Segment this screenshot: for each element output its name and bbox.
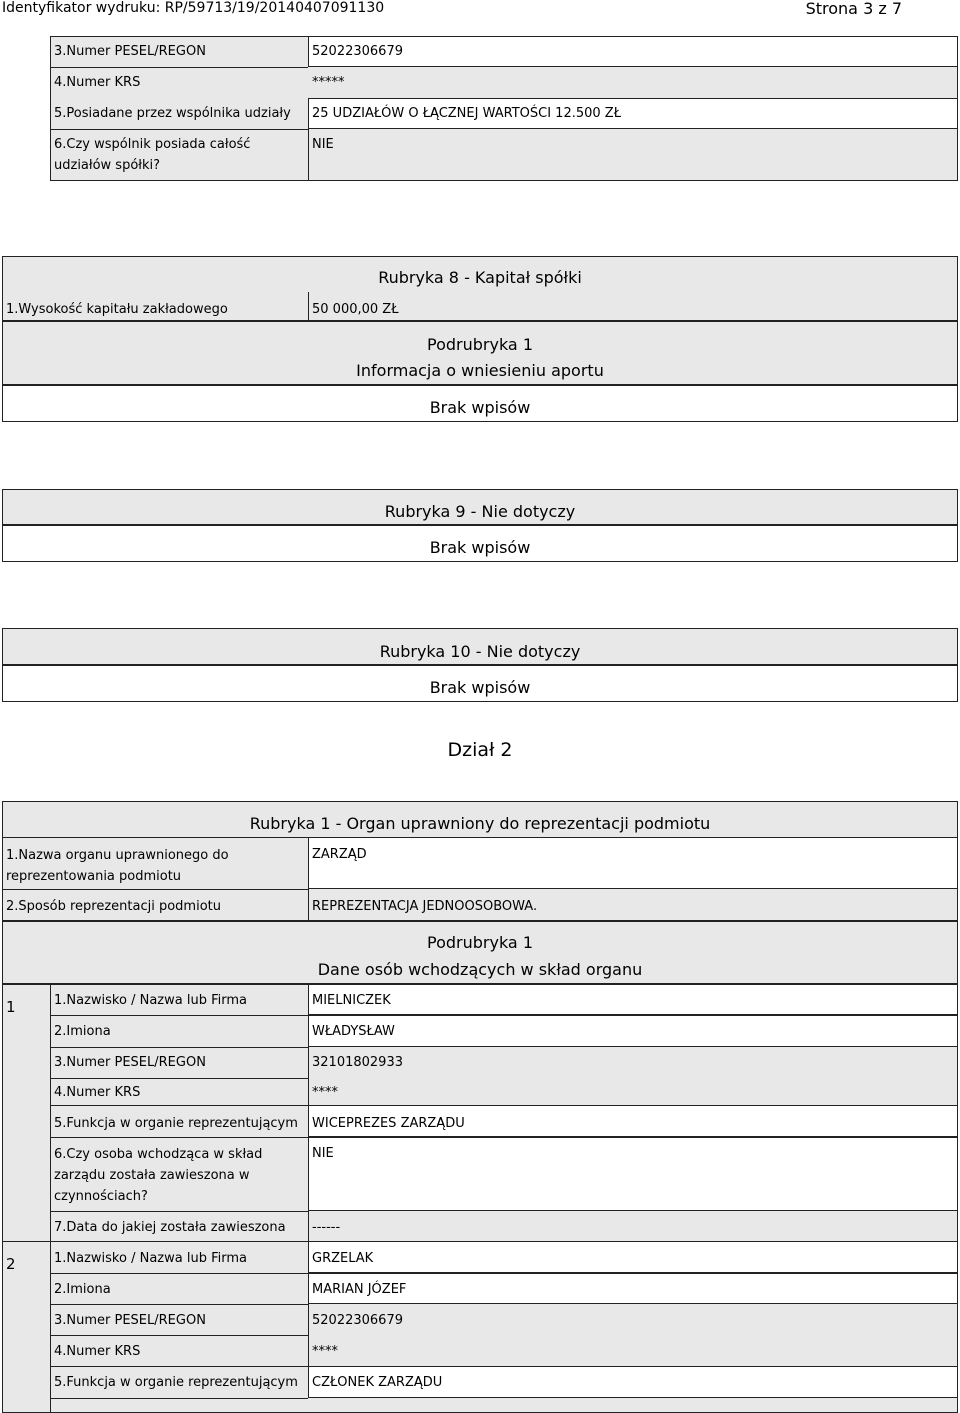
pesel-value: 32101802933 — [312, 1055, 403, 1070]
capital-label: 1.Wysokość kapitału zakładowego — [6, 302, 228, 317]
suspended-until-value: ------ — [312, 1220, 341, 1235]
suspended-until-label: 7.Data do jakiej została zawieszona — [54, 1220, 286, 1235]
function-value: WICEPREZES ZARZĄDU — [312, 1116, 465, 1131]
all-shares-value: NIE — [312, 137, 334, 152]
names-label: 2.Imiona — [54, 1282, 111, 1297]
suspended-label: 6.Czy osoba wchodząca w skład zarządu została zawieszona w czynnościach? — [54, 1147, 263, 1204]
surname-value: MIELNICZEK — [312, 993, 391, 1008]
krs-value: ***** — [312, 75, 345, 90]
names-label: 2.Imiona — [54, 1024, 111, 1039]
podrubryka-1-title: Podrubryka 1 — [427, 335, 533, 354]
shares-label: 5.Posiadane przez wspólnika udziały — [54, 106, 291, 121]
pesel-label: 3.Numer PESEL/REGON — [54, 1055, 206, 1070]
pesel-label: 3.Numer PESEL/REGON — [54, 1313, 206, 1328]
pesel-value: 52022306679 — [312, 1313, 403, 1328]
function-label: 5.Funkcja w organie reprezentującym — [54, 1375, 298, 1390]
function-label: 5.Funkcja w organie reprezentującym — [54, 1116, 298, 1131]
dzial-heading: Dział 2 — [447, 739, 513, 761]
suspended-value: NIE — [312, 1146, 334, 1161]
person-index: 1 — [6, 998, 16, 1016]
surname-label: 1.Nazwisko / Nazwa lub Firma — [54, 993, 247, 1008]
person-index: 2 — [6, 1255, 16, 1273]
print-identifier: Identyfikator wydruku: RP/59713/19/20140407091130 — [2, 0, 385, 16]
pesel-value: 52022306679 — [312, 44, 403, 59]
surname-value: GRZELAK — [312, 1251, 374, 1266]
krs-label: 4.Numer KRS — [54, 1085, 141, 1100]
rubryka-9-empty: Brak wpisów — [429, 538, 531, 557]
rubryka-10-empty: Brak wpisów — [429, 678, 531, 697]
krs-label: 4.Numer KRS — [54, 1344, 141, 1359]
capital-value: 50 000,00 ZŁ — [312, 302, 399, 317]
organ-label: 1.Nazwa organu uprawnionego do reprezentowania podmiotu — [6, 848, 229, 884]
podrubryka-1-subtitle: Dane osób wchodzących w skład organu — [317, 960, 643, 979]
rubryka-8-title: Rubryka 8 - Kapitał spółki — [378, 268, 582, 287]
method-label: 2.Sposób reprezentacji podmiotu — [6, 899, 221, 914]
rubryka-1-title: Rubryka 1 - Organ uprawniony do reprezentacji podmiotu — [249, 814, 711, 833]
krs-label: 4.Numer KRS — [54, 75, 141, 90]
krs-value: **** — [312, 1085, 338, 1100]
pesel-label: 3.Numer PESEL/REGON — [54, 44, 206, 59]
organ-value: ZARZĄD — [312, 847, 367, 862]
podrubryka-1-empty: Brak wpisów — [429, 398, 531, 417]
rubryka-10-title: Rubryka 10 - Nie dotyczy — [379, 642, 581, 661]
method-value: REPREZENTACJA JEDNOOSOBOWA. — [312, 899, 538, 914]
names-value: MARIAN JÓZEF — [312, 1282, 407, 1297]
shares-value: 25 UDZIAŁÓW O ŁĄCZNEJ WARTOŚCI 12.500 ZŁ — [312, 106, 622, 121]
page-number: Strona 3 z 7 — [805, 0, 902, 18]
function-value: CZŁONEK ZARZĄDU — [312, 1375, 443, 1390]
surname-label: 1.Nazwisko / Nazwa lub Firma — [54, 1251, 247, 1266]
rubryka-9-title: Rubryka 9 - Nie dotyczy — [384, 502, 576, 521]
all-shares-label: 6.Czy wspólnik posiada całość udziałów spółki? — [54, 137, 251, 173]
podrubryka-1-subtitle: Informacja o wniesieniu aportu — [356, 361, 604, 380]
krs-value: **** — [312, 1344, 338, 1359]
podrubryka-1-title: Podrubryka 1 — [427, 933, 533, 952]
names-value: WŁADYSŁAW — [312, 1024, 395, 1039]
